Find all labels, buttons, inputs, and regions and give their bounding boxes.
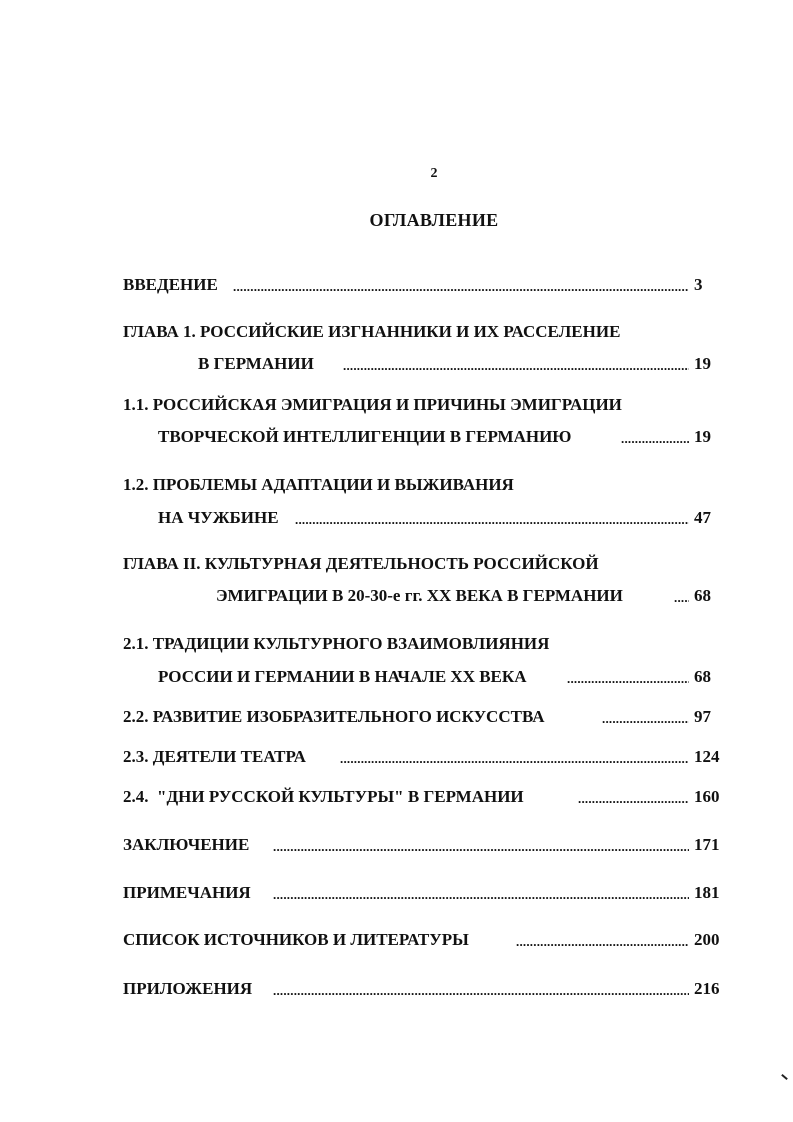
page-title: ОГЛАВЛЕНИЕ (369, 210, 499, 230)
toc-entry-introduction[interactable] (0, 274, 793, 296)
toc-entry-label: ВВЕДЕНИЕ (123, 275, 218, 294)
toc-entry-label: В ГЕРМАНИИ (198, 354, 314, 373)
toc-page-number: 68 (694, 586, 711, 605)
toc-entry-label: ТВОРЧЕСКОЙ ИНТЕЛЛИГЕНЦИИ В ГЕРМАНИЮ (158, 427, 572, 446)
toc-page-number: 97 (694, 707, 711, 726)
toc-entry-label: 2.2. РАЗВИТИЕ ИЗОБРАЗИТЕЛЬНОГО ИСКУССТВА (123, 707, 545, 726)
toc-entry-label: 2.4. "ДНИ РУССКОЙ КУЛЬТУРЫ" В ГЕРМАНИИ (123, 787, 524, 806)
toc-page-number: 216 (694, 979, 720, 998)
toc-entry-section-2-1[interactable] (0, 666, 793, 688)
toc-page-number: 19 (694, 427, 711, 446)
dot-leader (621, 426, 689, 448)
toc-entry-section-1-2-title[interactable]: 1.2. ПРОБЛЕМЫ АДАПТАЦИИ И ВЫЖИВАНИЯ (123, 475, 514, 494)
toc-entry-chapter-2[interactable] (0, 585, 793, 607)
toc-entry-label: РОССИИ И ГЕРМАНИИ В НАЧАЛЕ XX ВЕКА (158, 667, 527, 686)
dot-leader (602, 706, 689, 728)
dot-leader (674, 585, 689, 607)
toc-page-number: 181 (694, 883, 720, 902)
dot-leader (273, 882, 689, 904)
toc-entry-notes[interactable] (0, 882, 793, 904)
dot-leader (578, 786, 689, 808)
toc-entry-section-1-2[interactable] (0, 507, 793, 529)
dot-leader (233, 274, 689, 296)
toc-entry-chapter-2-title[interactable]: ГЛАВА II. КУЛЬТУРНАЯ ДЕЯТЕЛЬНОСТЬ РОССИЙСКОЙ (123, 554, 599, 573)
page-number: 2 (430, 166, 438, 181)
toc-entry-section-1-1-title[interactable]: 1.1. РОССИЙСКАЯ ЭМИГРАЦИЯ И ПРИЧИНЫ ЭМИГРАЦИИ (123, 395, 622, 414)
toc-page-number: 200 (694, 930, 720, 949)
toc-entry-bibliography[interactable] (0, 929, 793, 951)
toc-entry-section-1-1[interactable] (0, 426, 793, 448)
dot-leader (273, 978, 689, 1000)
toc-entry-label: 2.3. ДЕЯТЕЛИ ТЕАТРА (123, 747, 306, 766)
toc-page-number: 160 (694, 787, 720, 806)
toc-entry-section-2-1-title[interactable]: 2.1. ТРАДИЦИИ КУЛЬТУРНОГО ВЗАИМОВЛИЯНИЯ (123, 634, 550, 653)
dot-leader (567, 666, 689, 688)
toc-entry-section-2-4[interactable] (0, 786, 793, 808)
toc-page-number: 171 (694, 835, 720, 854)
toc-entry-label: ПРИМЕЧАНИЯ (123, 883, 251, 902)
toc-entry-label: ЗАКЛЮЧЕНИЕ (123, 835, 250, 854)
toc-entry-chapter-1[interactable] (0, 353, 793, 375)
toc-entry-label: ПРИЛОЖЕНИЯ (123, 979, 253, 998)
toc-page-number: 47 (694, 508, 711, 527)
dot-leader (343, 353, 689, 375)
toc-entry-section-2-2[interactable] (0, 706, 793, 728)
toc-entry-conclusion[interactable] (0, 834, 793, 856)
toc-entry-chapter-1-title[interactable]: ГЛАВА 1. РОССИЙСКИЕ ИЗГНАННИКИ И ИХ РАССЕЛЕНИЕ (123, 322, 621, 341)
dot-leader (516, 929, 689, 951)
toc-entry-label: НА ЧУЖБИНЕ (158, 508, 279, 527)
toc-page-number: 19 (694, 354, 711, 373)
dot-leader (340, 746, 689, 768)
toc-page-number: 68 (694, 667, 711, 686)
toc-entry-label: СПИСОК ИСТОЧНИКОВ И ЛИТЕРАТУРЫ (123, 930, 469, 949)
toc-entry-section-2-3[interactable] (0, 746, 793, 768)
toc-page-number: 3 (694, 275, 703, 294)
toc-entry-label: ЭМИГРАЦИИ В 20-30-е гг. XX ВЕКА В ГЕРМАНИИ (216, 586, 623, 605)
scan-speck (781, 1074, 788, 1080)
toc-page-number: 124 (694, 747, 720, 766)
dot-leader (273, 834, 689, 856)
dot-leader (295, 507, 689, 529)
toc-entry-appendices[interactable] (0, 978, 793, 1000)
